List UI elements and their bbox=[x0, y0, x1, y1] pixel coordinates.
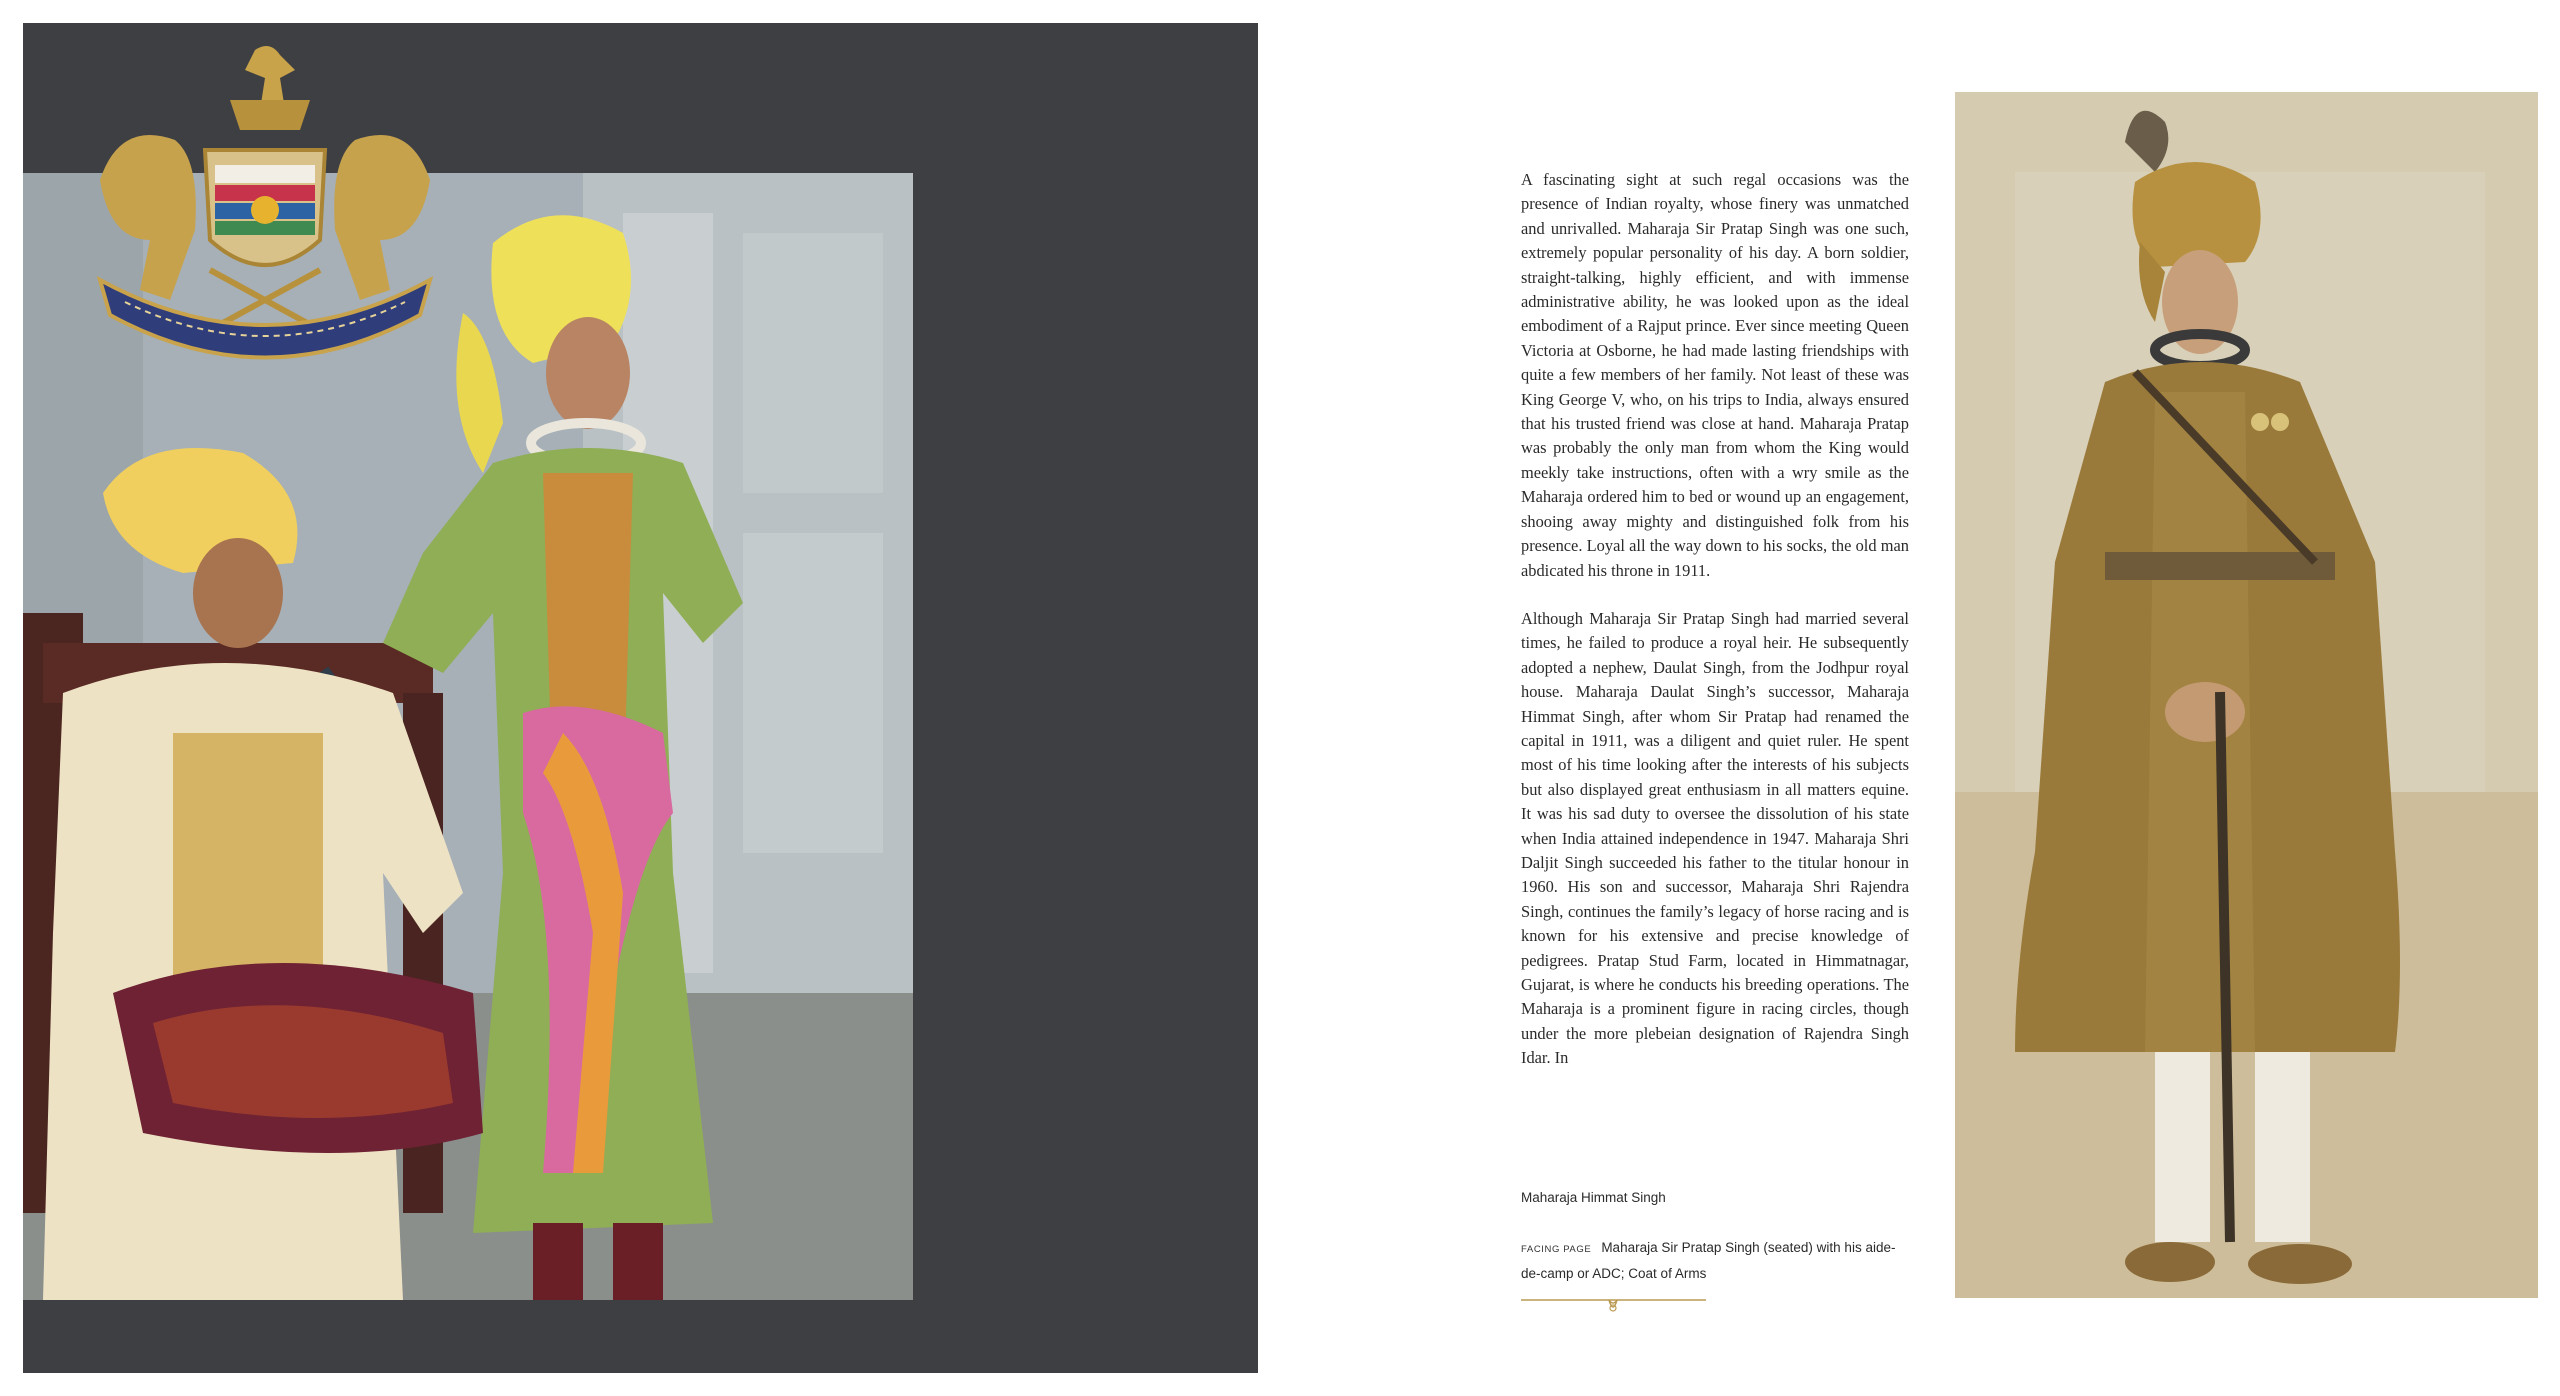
portrait-single-illustration bbox=[1955, 92, 2538, 1298]
caption-himmat-singh: Maharaja Himmat Singh bbox=[1521, 1190, 1666, 1205]
facing-page-caption-text: Maharaja Sir Pratap Singh (seated) with his aide-de-camp or ADC; Coat of Arms bbox=[1521, 1240, 1896, 1281]
caption-facing-page bbox=[1521, 1236, 1909, 1286]
facing-page-label: FACING PAGE bbox=[1521, 1244, 1592, 1255]
portrait-maharaja-himmat-singh bbox=[1955, 92, 2538, 1298]
body-paragraph-2: Although Maharaja Sir Pratap Singh had married several times, he failed to produce a royal heir. He subsequently adopted a nephew, Daulat Singh, from the Jodhpur royal house. Maharaja Daulat Singh’s successor, Maharaja Himmat Singh, after whom Sir Pratap had renamed the capital in 1911, was a diligent and quiet ruler. He spent most of his time looking after the interests of his subjects but also displayed great enthusiasm in all matters equine. It was his sad duty to oversee the dissolution of his state when India attained independence in 1947. Maharaja Shri Daljit Singh succeeded his father to the titular honour in 1960. His son and successor, Maharaja Shri Rajendra Singh, continues the family’s legacy of horse racing and is known for his extensive and precise knowledge of pedigrees. Pratap Stud Farm, located in Himmatnagar, Gujarat, is where he conducts his breeding operations. The Maharaja is a prominent figure in racing circles, though under the more plebeian designation of Rajendra Singh Idar. In bbox=[1521, 608, 1909, 1068]
captions bbox=[1521, 1186, 1909, 1286]
body-text bbox=[1521, 168, 1909, 1095]
coat-of-arms bbox=[80, 40, 450, 390]
decorative-divider bbox=[1521, 1292, 1706, 1316]
flourish-icon bbox=[1521, 1292, 1706, 1316]
body-paragraph-1: A fascinating sight at such regal occasions was the presence of Indian royalty, whose finery was unmatched and unrivalled. Maharaja Sir Pratap Singh was one such, extremely popular personality of his day. A born soldier, straight-talking, highly efficient, and with immense administrative ability, he was looked upon as the ideal embodiment of a Rajput prince. Ever since meeting Queen Victoria at Osborne, he had made lasting friendships with quite a few members of her family. Not least of these was King George V, who, on his trips to India, always ensured that his trusted friend was close at hand. Maharaja Pratap was probably the only man from whom the King would meekly take instructions, often with a wry smile as the Maharaja ordered him to bed or wound up an engagement, shooing away mighty and distinguished folk from his presence. Loyal all the way down to his socks, the old man abdicated his throne in 1911. bbox=[1521, 170, 1909, 580]
coat-of-arms-crest bbox=[80, 40, 450, 390]
